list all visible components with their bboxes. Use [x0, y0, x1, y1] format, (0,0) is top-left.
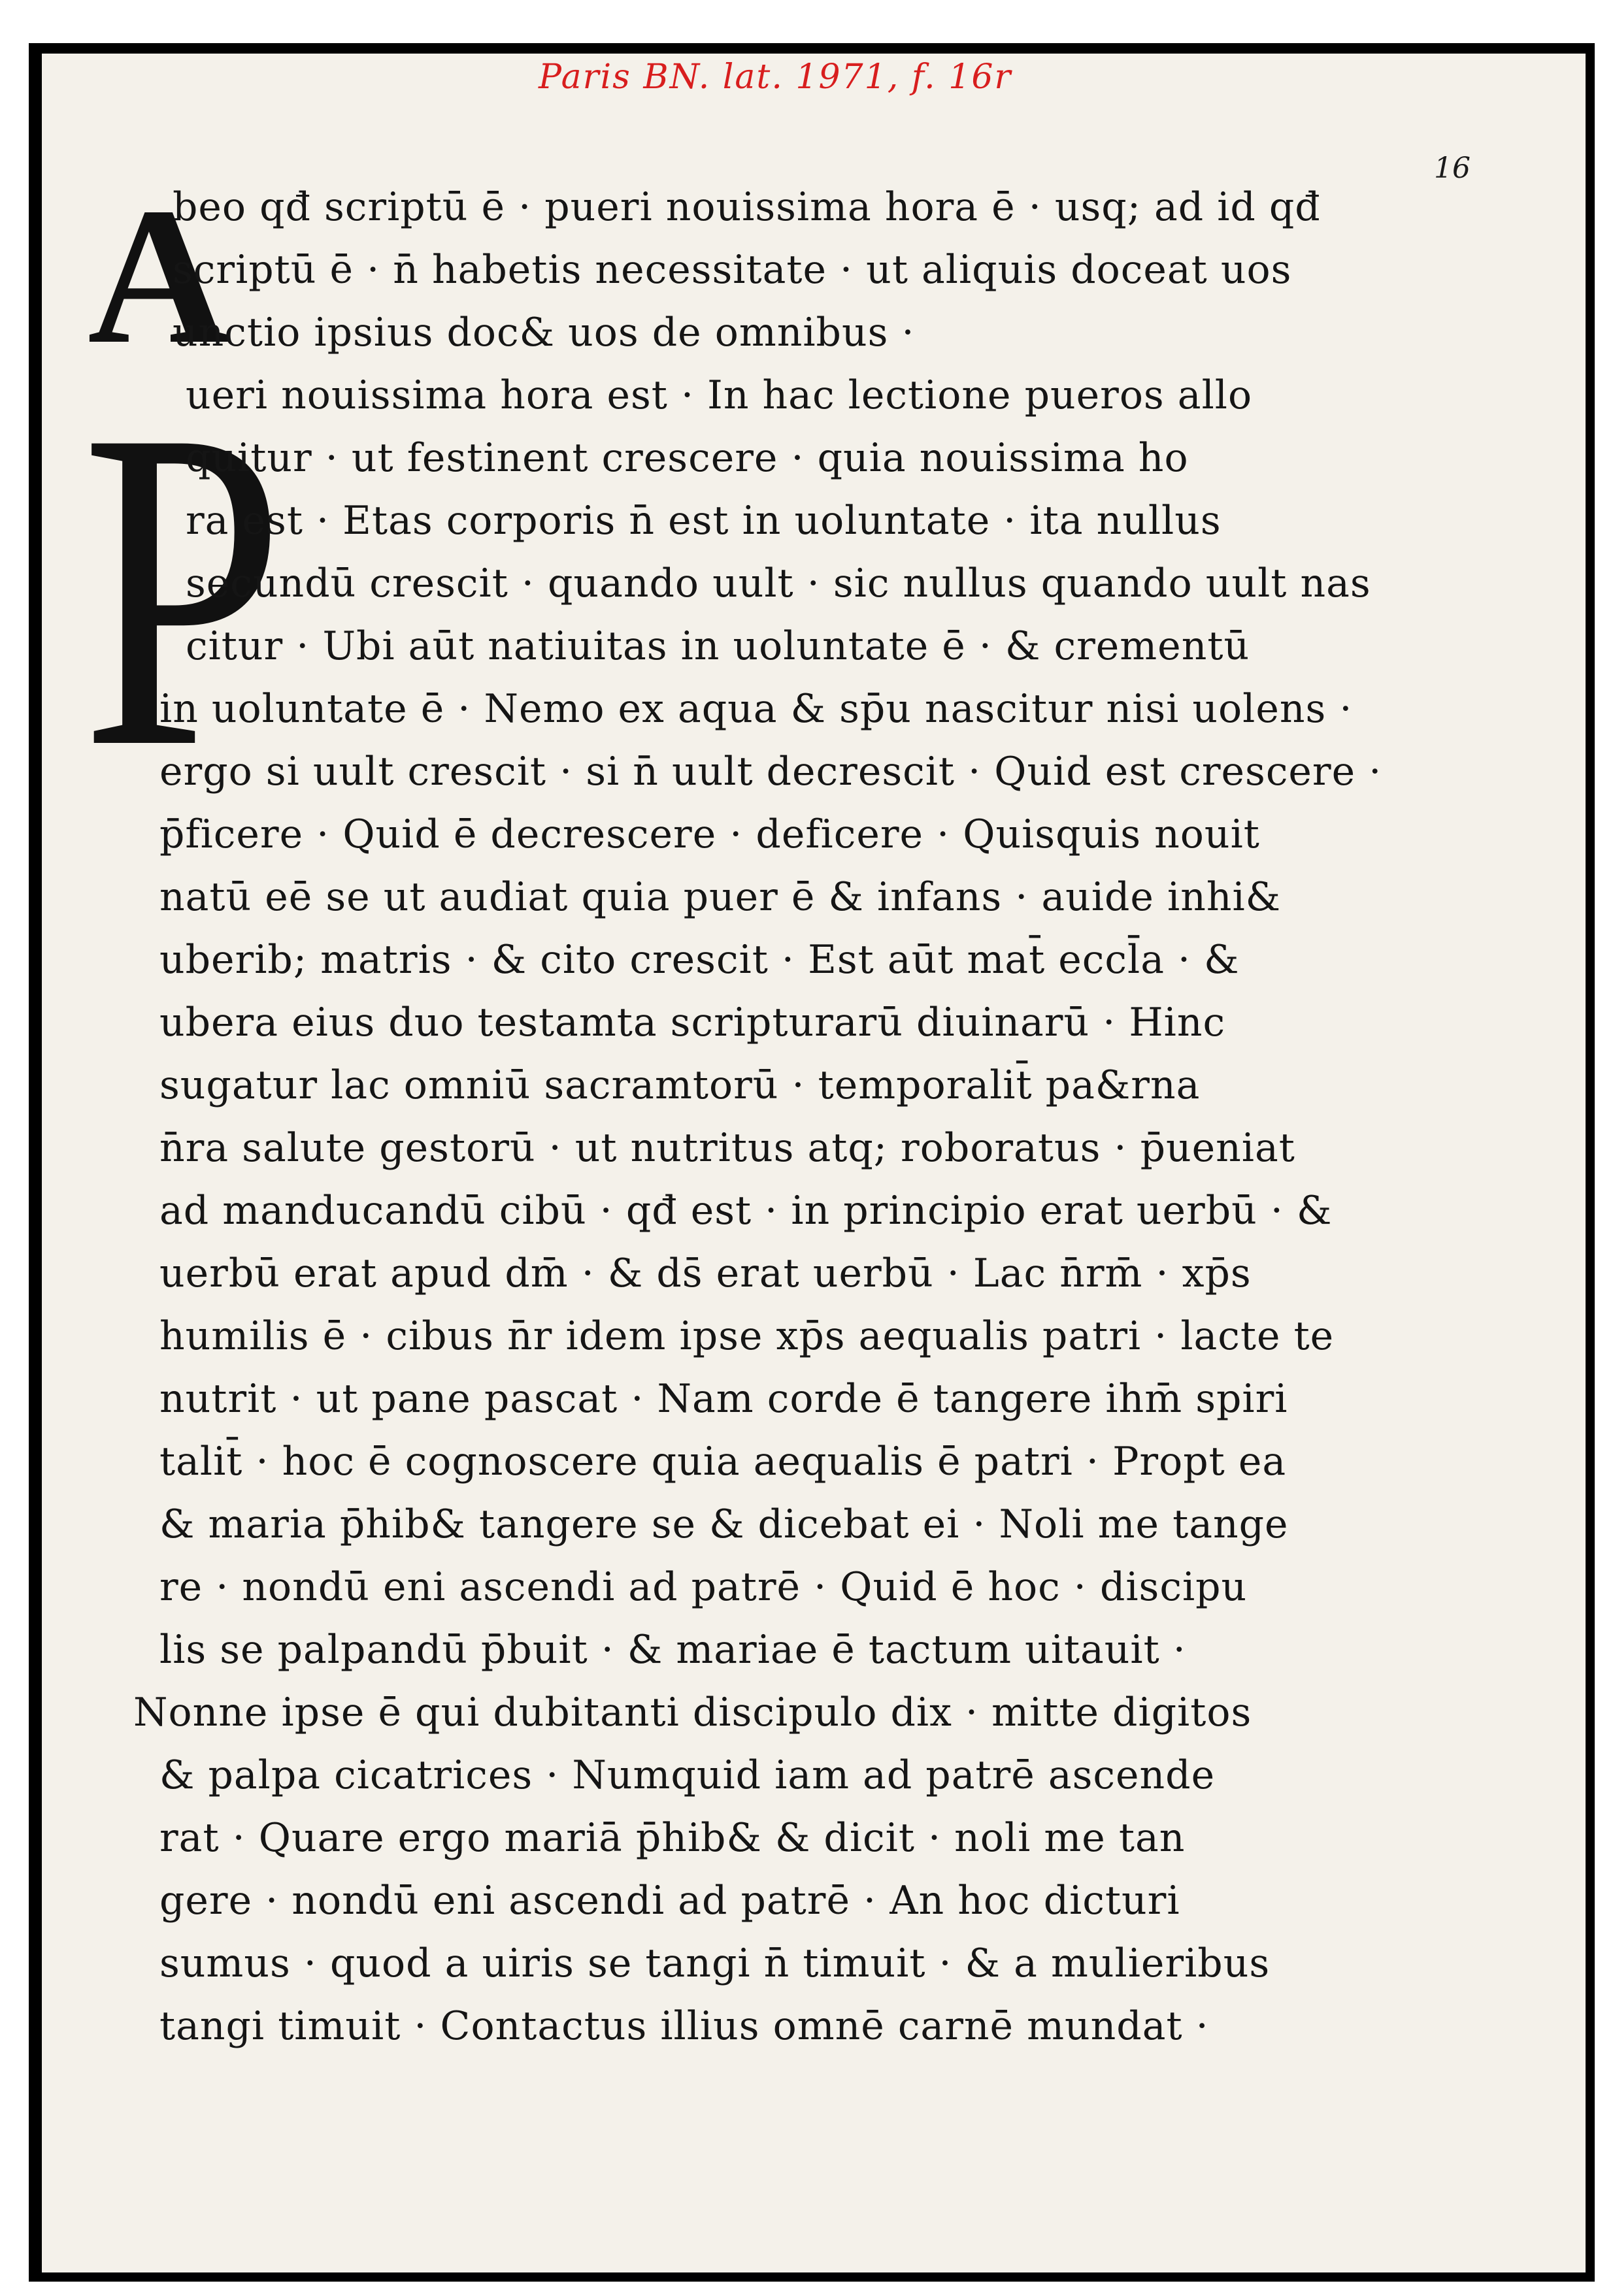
decorated-initial-a: A	[88, 167, 229, 384]
text-line: in uoluntate ē · Nemo ex aqua & sp̄u nascitur nisi uolens ·	[159, 686, 1353, 732]
text-line: quitur · ut festinent crescere · quia nouissima ho	[186, 435, 1189, 481]
text-line: scriptū ē · n̄ habetis necessitate · ut aliquis doceat uos	[173, 247, 1292, 293]
text-line: ra est · Etas corporis n̄ est in uoluntate · ita nullus	[186, 498, 1222, 544]
text-line: Nonne ipse ē qui dubitanti discipulo dix · mitte digitos	[133, 1690, 1252, 1735]
text-line: tangi timuit · Contactus illius omnē carnē mundat ·	[159, 2003, 1209, 2049]
shelfmark-annotation: Paris BN. lat. 1971, f. 16r	[539, 57, 1012, 97]
text-line: beo qđ scriptū ē · pueri nouissima hora ē · usq; ad id qđ	[173, 184, 1321, 230]
text-line: talit̄ · hoc ē cognoscere quia aequalis ē patri · Propt ea	[159, 1439, 1287, 1484]
text-line: rat · Quare ergo mariā p̄hib& & dicit · noli me tan	[159, 1815, 1186, 1861]
text-line: lis se palpandū p̄buit · & mariae ē tactum uitauit ·	[159, 1627, 1186, 1673]
text-line: p̄ficere · Quid ē decrescere · deficere · Quisquis nouit	[159, 812, 1260, 857]
text-line: gere · nondū eni ascendi ad patrē · An hoc dicturi	[159, 1878, 1180, 1924]
text-line: uberib; matris · & cito crescit · Est aūt mat̄ eccl̄a · &	[159, 937, 1240, 983]
text-line: & maria p̄hib& tangere se & dicebat ei · Noli me tange	[159, 1501, 1289, 1547]
text-line: ubera eius duo testamta scripturarū diuinarū · Hinc	[159, 1000, 1226, 1045]
text-line: ueri nouissima hora est · In hac lectione pueros allo	[186, 372, 1253, 418]
text-line: n̄ra salute gestorū · ut nutritus atq; roboratus · p̄ueniat	[159, 1125, 1295, 1171]
text-line: ergo si uult crescit · si n̄ uult decrescit · Quid est crescere ·	[159, 749, 1382, 795]
text-line: ad manducandū cibū · qđ est · in principio erat uerbū · &	[159, 1188, 1333, 1234]
text-line: secundū crescit · quando uult · sic nullus quando uult nas	[186, 561, 1371, 606]
text-line: natū eē se ut audiat quia puer ē & infans · auide inhi&	[159, 874, 1282, 920]
text-line: uerbū erat apud dm̄ · & ds̄ erat uerbū · Lac n̄rm̄ · xp̄s	[159, 1251, 1252, 1296]
text-line: citur · Ubi aūt natiuitas in uoluntate ē · & crementū	[186, 623, 1250, 669]
text-line: unctio ipsius doc& uos de omnibus ·	[173, 310, 915, 355]
text-line: re · nondū eni ascendi ad patrē · Quid ē hoc · discipu	[159, 1564, 1248, 1610]
decorated-initial-p: P	[81, 336, 285, 842]
text-line: sugatur lac omniū sacramtorū · temporalit̄ pa&rna	[159, 1062, 1201, 1108]
text-line: sumus · quod a uiris se tangi n̄ timuit · & a mulieribus	[159, 1941, 1271, 1986]
folio-number: 16	[1434, 152, 1471, 185]
text-line: nutrit · ut pane pascat · Nam corde ē tangere ihm̄ spiri	[159, 1376, 1288, 1422]
text-line: humilis ē · cibus n̄r idem ipse xp̄s aequalis patri · lacte te	[159, 1313, 1335, 1359]
manuscript-page	[42, 54, 1586, 2272]
text-line: & palpa cicatrices · Numquid iam ad patrē ascende	[159, 1752, 1216, 1798]
